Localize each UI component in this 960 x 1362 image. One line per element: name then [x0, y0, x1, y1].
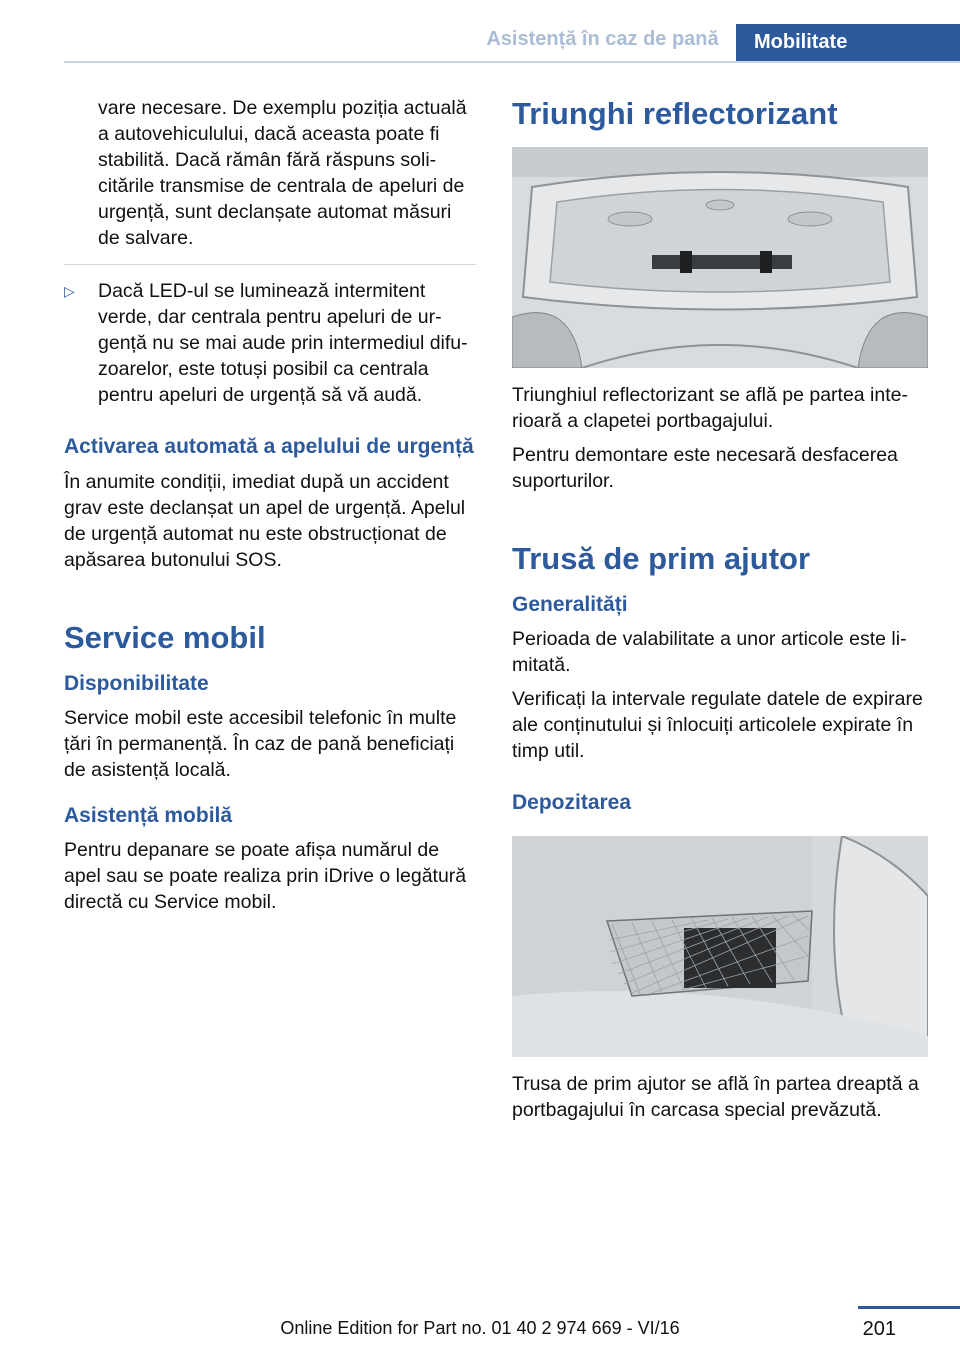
header-section-title: Asistență în caz de pană — [486, 28, 719, 50]
general-text-2: Verificați la intervale regulate datele de expirare ale conținutului și înlocuiți articolele expirate în timp util. — [512, 688, 923, 762]
mobile-assist-text: Pentru depanare se poate afișa numărul de apel sau se poate realiza prin iDrive o legătură directă cu Service mobil. — [64, 839, 467, 913]
service-mobil-heading: Service mobil — [64, 620, 266, 655]
storage-heading: Depozitarea — [512, 791, 632, 814]
availability-text: Service mobil este accesibil telefonic în multe țări în permanență. În caz de pană beneficiați de asistență locală. — [64, 707, 457, 781]
footer-rule — [858, 1306, 960, 1309]
mobile-assist-heading: Asistență mobilă — [64, 804, 233, 827]
triangle-caption: Triunghiul reflectorizant se află pe partea interioară a clapetei portbagajului. — [512, 384, 908, 432]
triangle-removal-text: Pentru demontare este necesară desfacerea suporturilor. — [512, 444, 898, 492]
bullet-separator — [64, 264, 476, 265]
page-number: 201 — [862, 1318, 896, 1340]
right-column — [512, 95, 928, 1123]
storage-caption: Trusa de prim ajutor se află în partea dreaptă a portbagajului în carcasa special prevăzută. — [512, 1073, 919, 1121]
header-chapter-tab: Mobilitate — [736, 24, 960, 61]
bullet-triangle-icon: ▷ — [64, 283, 75, 299]
edition-footer: Online Edition for Part no. 01 40 2 974 669 - VI/16 — [280, 1318, 680, 1338]
auto-call-heading: Activarea automată a apelului de urgență — [64, 435, 474, 458]
triangle-heading: Triunghi reflectorizant — [512, 96, 838, 131]
availability-heading: Disponibilitate — [64, 672, 209, 695]
first-aid-heading: Trusă de prim ajutor — [512, 541, 811, 576]
general-text-1: Perioada de valabilitate a unor articole este limitată. — [512, 628, 907, 676]
left-column — [64, 95, 476, 915]
general-heading: Generalități — [512, 593, 628, 616]
bullet-text: Dacă LED-ul se luminează intermitent verde, dar centrala pentru apeluri de urgență nu se mai aude prin intermediul difuzoarelor, este totuși posibil ca centrala pentru apeluri de urgență să vă audă. — [98, 280, 468, 406]
continued-paragraph: vare necesare. De exemplu poziția actuală a autovehiculului, dacă aceasta poate fi stabilită. Dacă rămân fără răspuns solicitările transmise de centrala de apeluri de urgență, sunt declanșate automat măsuri de salvare. — [98, 97, 467, 249]
auto-call-text: În anumite condiții, imediat după un accident grav este declanșat un apel de urgență. Apelul de urgență automat nu este obstrucționat de apăsarea butonului SOS. — [64, 471, 466, 571]
trunk-lid-triangle-image — [512, 147, 928, 368]
first-aid-storage-image — [512, 836, 928, 1057]
bullet-item — [64, 278, 476, 408]
header-rule — [64, 61, 960, 63]
